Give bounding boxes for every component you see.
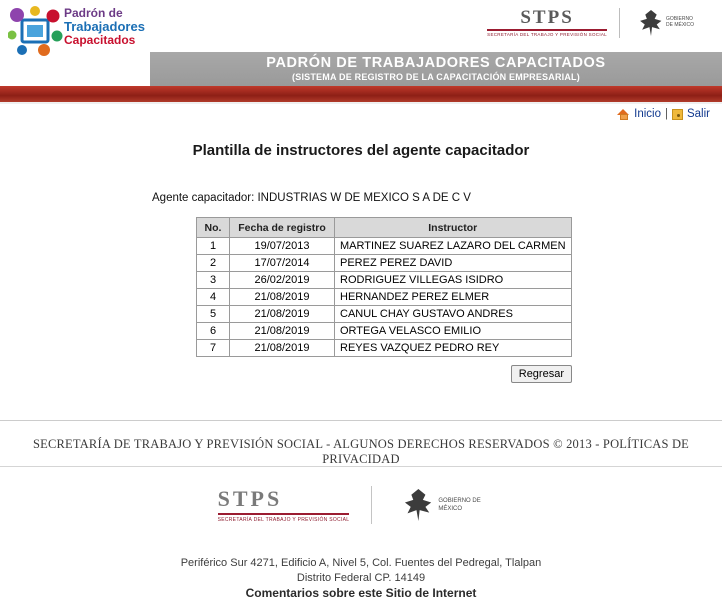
column-header-instructor: Instructor: [335, 218, 572, 238]
header-government-area: [150, 0, 722, 52]
header-divider: [619, 8, 620, 38]
eagle-glyph: [638, 10, 664, 36]
cell-instructor: MARTINEZ SUAREZ LAZARO DEL CARMEN: [335, 238, 572, 255]
header-bottom-rule: [0, 102, 722, 104]
footer-eagle-glyph: [402, 489, 434, 521]
footer-stps-subtitle: SECRETARÍA DEL TRABAJO Y PREVISIÓN SOCIAL: [217, 516, 350, 523]
banner-title-band: [150, 52, 722, 86]
agent-capacitador-label: Agente capacitador: INDUSTRIAS W DE MEXICO S A DE C V: [152, 192, 471, 204]
cell-fecha: 26/02/2019: [230, 272, 335, 289]
cell-no: 3: [197, 272, 230, 289]
red-accent-band: [0, 86, 722, 102]
top-nav-links: [617, 108, 710, 120]
instructors-table: [196, 217, 572, 357]
table-row: [197, 238, 572, 255]
logo-line-1: Padrón de: [64, 6, 123, 20]
table-row: [197, 306, 572, 323]
cell-no: 4: [197, 289, 230, 306]
cell-instructor: CANUL CHAY GUSTAVO ANDRES: [335, 306, 572, 323]
table-row: [197, 255, 572, 272]
cell-instructor: HERNANDEZ PEREZ ELMER: [335, 289, 572, 306]
nav-separator: |: [664, 108, 668, 120]
footer-divider-top: [0, 420, 722, 421]
footer-comments-link[interactable]: Comentarios sobre este Sitio de Internet: [245, 586, 477, 600]
logo-line-2: Trabajadores: [64, 18, 145, 34]
footer-eagle-label: GOBIERNO DE MÉXICO: [438, 498, 481, 512]
footer-legal-text: SECRETARÍA DE TRABAJO Y PREVISIÓN SOCIAL - ALGUNOS DERECHOS RESERVADOS © 2013 - POLÍTICAS DE PRIVACIDAD: [32, 437, 690, 466]
stps-subtitle: SECRETARÍA DEL TRABAJO Y PREVISIÓN SOCIAL: [487, 32, 607, 38]
table-row: [197, 289, 572, 306]
footer-stps-rule: [218, 513, 350, 515]
page-title: Plantilla de instructores del agente capacitador: [192, 142, 530, 159]
cell-fecha: 21/08/2019: [230, 306, 335, 323]
logo-line-3: Capacitados: [64, 32, 136, 47]
stps-acronym: STPS: [520, 7, 574, 29]
padron-logo[interactable]: [8, 4, 148, 58]
table-row: [197, 272, 572, 289]
padron-logo-text: [64, 7, 150, 47]
table-header-row: [197, 218, 572, 238]
mexican-eagle-icon: [632, 8, 700, 38]
button-row: [0, 365, 722, 383]
footer-logo-divider: [371, 486, 372, 524]
table-row: [197, 323, 572, 340]
nav-link-salir[interactable]: Salir: [686, 108, 710, 120]
site-header: [0, 0, 722, 104]
cell-instructor: REYES VAZQUEZ PEDRO REY: [335, 340, 572, 357]
cell-no: 6: [197, 323, 230, 340]
cell-fecha: 21/08/2019: [230, 289, 335, 306]
cell-fecha: 21/08/2019: [230, 323, 335, 340]
stps-rule: [487, 29, 607, 31]
banner-subtitle: (SISTEMA DE REGISTRO DE LA CAPACITACIÓN EMPRESARIAL): [292, 72, 580, 82]
door-exit-icon: [672, 109, 683, 120]
cell-fecha: 19/07/2013: [230, 238, 335, 255]
cell-no: 1: [197, 238, 230, 255]
footer-stps-logo: [217, 485, 350, 523]
banner-title: PADRÓN DE TRABAJADORES CAPACITADOS: [266, 55, 606, 71]
cell-instructor: ORTEGA VELASCO EMILIO: [335, 323, 572, 340]
cell-instructor: RODRIGUEZ VILLEGAS ISIDRO: [335, 272, 572, 289]
eagle-label: GOBIERNO DE MÉXICO: [666, 16, 695, 28]
stps-logo: [487, 8, 607, 38]
stps-lockup: [487, 8, 700, 38]
main-content: [0, 128, 722, 418]
cell-no: 5: [197, 306, 230, 323]
footer-divider-bottom: [0, 466, 722, 467]
nav-link-inicio[interactable]: Inicio: [634, 108, 661, 120]
cell-no: 2: [197, 255, 230, 272]
home-icon: [617, 109, 630, 120]
address-line-2: Distrito Federal CP. 14149: [296, 571, 426, 584]
footer-address: [0, 556, 722, 586]
cell-fecha: 21/08/2019: [230, 340, 335, 357]
address-line-1: Periférico Sur 4271, Edificio A, Nivel 5, Col. Fuentes del Pedregal, Tlalpan: [180, 557, 542, 569]
table-row: [197, 340, 572, 357]
cell-no: 7: [197, 340, 230, 357]
cell-instructor: PEREZ PEREZ DAVID: [335, 255, 572, 272]
footer-stps-acronym: STPS: [217, 485, 283, 511]
cell-fecha: 17/07/2014: [230, 255, 335, 272]
regresar-button[interactable]: Regresar: [511, 365, 572, 383]
footer-mexican-eagle-icon: [394, 486, 504, 524]
column-header-no: No.: [197, 218, 230, 238]
column-header-fecha: Fecha de registro: [230, 218, 335, 238]
footer-logo-row: [0, 486, 722, 524]
padron-logo-icon: [8, 6, 64, 56]
